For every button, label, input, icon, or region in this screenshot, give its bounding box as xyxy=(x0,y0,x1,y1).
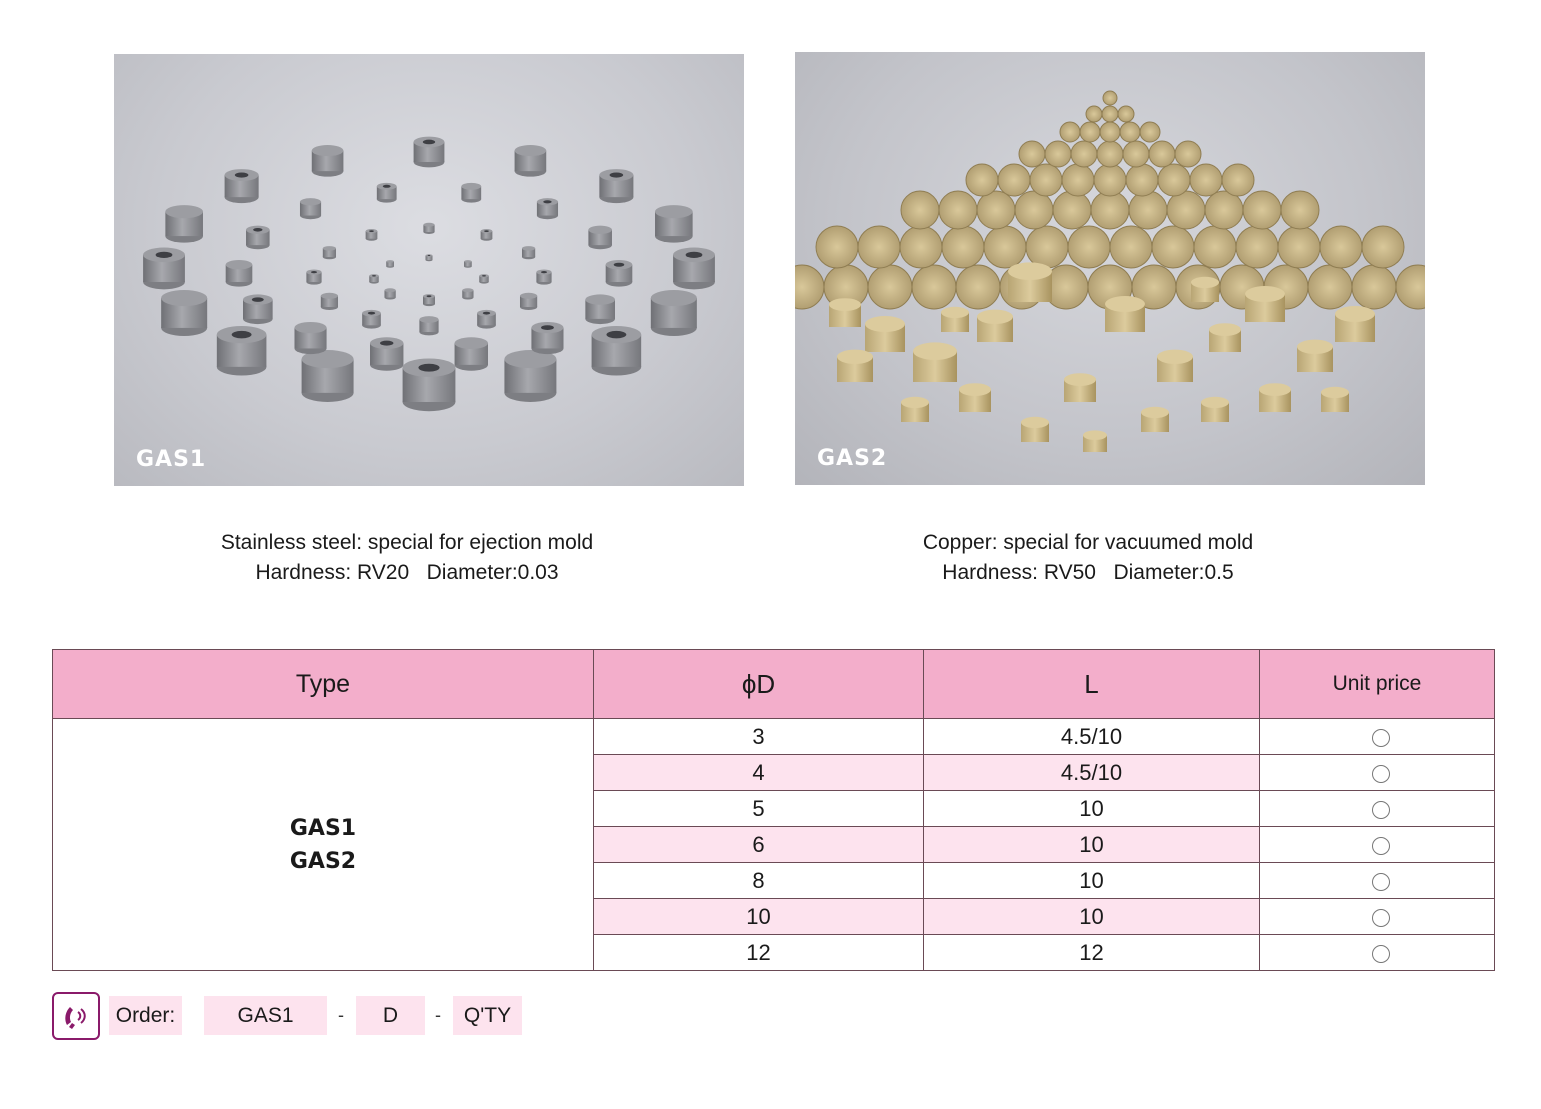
unit-price-cell xyxy=(1260,719,1495,755)
length-cell: 4.5/10 xyxy=(924,755,1260,791)
length-cell: 4.5/10 xyxy=(924,719,1260,755)
header-type: Type xyxy=(53,650,594,719)
order-label: Order: xyxy=(109,996,182,1035)
header-unit-price: Unit price xyxy=(1260,650,1495,719)
length-cell: 10 xyxy=(924,827,1260,863)
gas1-caption-material: Stainless steel: special for ejection mold xyxy=(220,531,594,554)
table-row xyxy=(53,719,1495,755)
diameter-cell: 10 xyxy=(594,899,924,935)
length-cell: 12 xyxy=(924,935,1260,971)
circle-icon xyxy=(1372,873,1390,891)
gas2-caption-specs: Hardness: RV50 Diameter:0.5 xyxy=(942,561,1234,584)
circle-icon xyxy=(1372,909,1390,927)
diameter-cell: 8 xyxy=(594,863,924,899)
diameter-cell: 6 xyxy=(594,827,924,863)
unit-price-cell xyxy=(1260,863,1495,899)
copper-cylinders-illustration xyxy=(795,52,1425,485)
order-part-quantity: Q'TY xyxy=(453,996,522,1035)
type-cell xyxy=(53,719,594,971)
diameter-cell: 4 xyxy=(594,755,924,791)
gas2-caption xyxy=(808,528,1368,588)
diameter-cell: 12 xyxy=(594,935,924,971)
table-header-row xyxy=(53,650,1495,719)
unit-price-cell xyxy=(1260,935,1495,971)
length-cell: 10 xyxy=(924,791,1260,827)
order-part-diameter: D xyxy=(356,996,425,1035)
gas1-photo-label: GAS1 xyxy=(136,447,207,472)
gas1-caption-specs: Hardness: RV20 Diameter:0.03 xyxy=(255,561,559,584)
order-separator-1: - xyxy=(338,1005,344,1025)
gas2-photo-label: GAS2 xyxy=(817,446,888,471)
length-cell: 10 xyxy=(924,863,1260,899)
gas2-caption-material: Copper: special for vacuumed mold xyxy=(922,531,1254,554)
gas1-caption xyxy=(127,528,687,588)
circle-icon xyxy=(1372,729,1390,747)
gas2-photo xyxy=(795,52,1425,485)
diameter-cell: 5 xyxy=(594,791,924,827)
order-part-type: GAS1 xyxy=(204,996,327,1035)
type-value: GAS1 xyxy=(289,815,357,841)
unit-price-cell xyxy=(1260,899,1495,935)
unit-price-cell xyxy=(1260,755,1495,791)
length-cell: 10 xyxy=(924,899,1260,935)
unit-price-cell xyxy=(1260,827,1495,863)
circle-icon xyxy=(1372,837,1390,855)
gas1-photo xyxy=(114,54,744,486)
phone-icon xyxy=(52,992,100,1040)
circle-icon xyxy=(1372,765,1390,783)
header-length: L xyxy=(924,650,1260,719)
steel-cylinders-illustration xyxy=(114,54,744,486)
order-separator-2: - xyxy=(435,1005,441,1025)
circle-icon xyxy=(1372,801,1390,819)
spec-table xyxy=(52,649,1495,971)
header-diameter: ϕD xyxy=(594,650,924,719)
circle-icon xyxy=(1372,945,1390,963)
unit-price-cell xyxy=(1260,791,1495,827)
type-value: GAS2 xyxy=(289,848,357,874)
diameter-cell: 3 xyxy=(594,719,924,755)
